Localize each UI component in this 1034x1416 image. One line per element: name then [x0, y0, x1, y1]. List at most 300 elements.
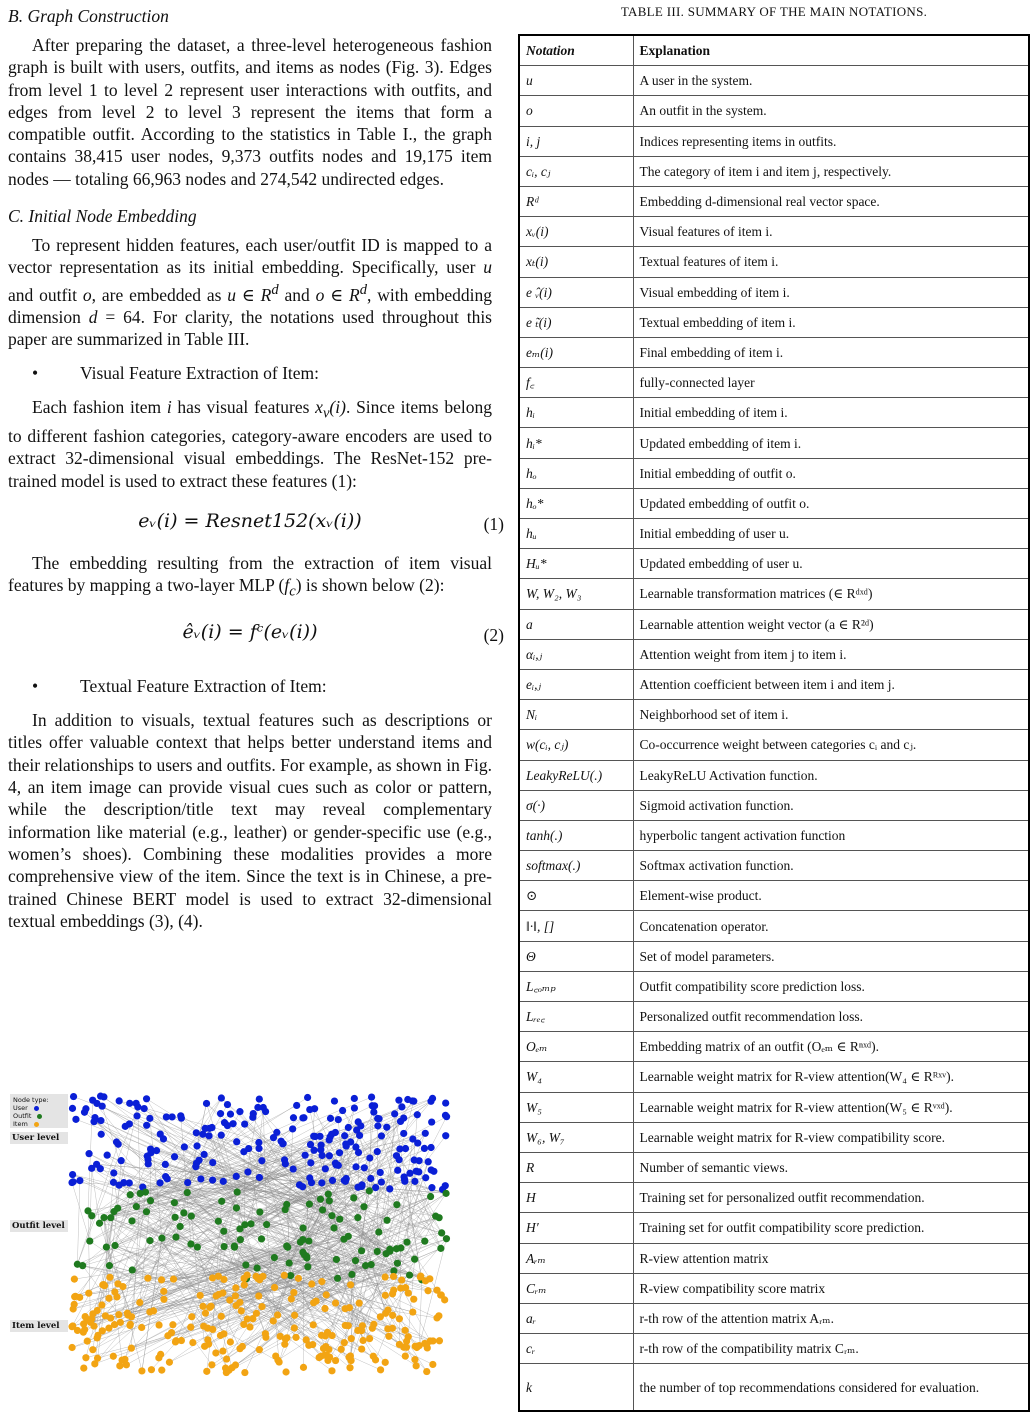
graph-node-user — [209, 1176, 216, 1183]
graph-node-item — [138, 1324, 145, 1331]
graph-node-item — [433, 1314, 440, 1321]
notation-cell: Cᵣₘ — [519, 1273, 633, 1303]
graph-node-item — [138, 1367, 145, 1374]
graph-node-user — [224, 1101, 231, 1108]
legend-item-user: User — [13, 1104, 65, 1112]
table-row — [519, 851, 1029, 881]
graph-node-user — [126, 1179, 133, 1186]
graph-node-item — [220, 1276, 227, 1283]
graph-node-user — [427, 1144, 434, 1151]
graph-node-user — [411, 1156, 418, 1163]
notation-cell: σ(·) — [519, 790, 633, 820]
table-row — [519, 1303, 1029, 1333]
graph-node-item — [385, 1333, 392, 1340]
graph-node-outfit — [129, 1266, 136, 1273]
graph-node-item — [69, 1344, 76, 1351]
graph-node-item — [310, 1299, 317, 1306]
notation-cell: Hᵤ* — [519, 549, 633, 579]
table-row — [519, 186, 1029, 216]
graph-node-user — [218, 1094, 225, 1101]
graph-node-outfit — [96, 1220, 103, 1227]
graph-node-user — [115, 1182, 122, 1189]
graph-node-user — [76, 1177, 83, 1184]
graph-node-outfit — [427, 1193, 434, 1200]
graph-node-item — [246, 1323, 253, 1330]
graph-node-item — [244, 1315, 251, 1322]
graph-node-item — [281, 1341, 288, 1348]
graph-node-outfit — [354, 1214, 361, 1221]
explanation-cell: Embedding matrix of an outfit (Oₑₘ ∈ Rⁿˣᵈ). — [633, 1032, 1029, 1062]
notation-cell: hₒ — [519, 458, 633, 488]
graph-node-outfit — [393, 1201, 400, 1208]
graph-node-item — [366, 1335, 373, 1342]
graph-node-user — [302, 1152, 309, 1159]
graph-node-user — [386, 1185, 393, 1192]
figure-legend — [10, 1094, 68, 1128]
graph-node-item — [222, 1365, 229, 1372]
graph-node-outfit — [187, 1240, 194, 1247]
graph-node-item — [359, 1322, 366, 1329]
graph-node-user — [277, 1138, 284, 1145]
graph-node-user — [156, 1179, 163, 1186]
explanation-cell: Updated embedding of item i. — [633, 428, 1029, 458]
graph-node-user — [85, 1150, 92, 1157]
graph-node-user — [299, 1183, 306, 1190]
graph-node-user — [178, 1115, 185, 1122]
graph-node-item — [232, 1361, 239, 1368]
table-row — [519, 126, 1029, 156]
table-row — [519, 941, 1029, 971]
graph-node-outfit — [326, 1197, 333, 1204]
graph-node-user — [342, 1140, 349, 1147]
graph-node-user — [256, 1095, 263, 1102]
graph-node-user — [258, 1157, 265, 1164]
graph-node-user — [442, 1132, 449, 1139]
graph-node-item — [436, 1337, 443, 1344]
graph-node-outfit — [443, 1235, 450, 1242]
graph-node-item — [168, 1329, 175, 1336]
graph-node-user — [141, 1105, 148, 1112]
graph-node-outfit — [366, 1187, 373, 1194]
graph-node-user — [217, 1110, 224, 1117]
explanation-cell: Personalized outfit recommendation loss. — [633, 1002, 1029, 1032]
graph-node-user — [326, 1152, 333, 1159]
graph-node-user — [422, 1174, 429, 1181]
explanation-cell: Outfit compatibility score prediction loss. — [633, 971, 1029, 1001]
graph-node-item — [424, 1287, 431, 1294]
graph-node-item — [82, 1354, 89, 1361]
graph-node-user — [367, 1175, 374, 1182]
graph-node-outfit — [334, 1275, 341, 1282]
graph-node-user — [146, 1115, 153, 1122]
graph-node-user — [355, 1149, 362, 1156]
graph-node-outfit — [258, 1235, 265, 1242]
paragraph-textual-feature: In addition to visuals, textual features such as descriptions or titles offer valuable context that helps better understand items and their relationships to users and outfits. For example, as shown in Fig. 4, an item image can provide visual cues such as color or pattern, while the description/title text may reveal complementary information like material (e.g., leather) or gender-specific use (e.g., women’s shoes). Combining these modalities provides a more comprehensive view of the item. Since the text is in Chinese, a pre-trained Chinese BERT model is used to extract 32-dimensional textual embeddings (3), (4). — [8, 710, 492, 931]
graph-node-item — [157, 1351, 164, 1358]
graph-node-item — [413, 1362, 420, 1369]
table-row — [519, 579, 1029, 609]
notation-cell: eᵢ,ⱼ — [519, 669, 633, 699]
graph-node-item — [300, 1364, 307, 1371]
graph-node-item — [89, 1310, 96, 1317]
graph-node-outfit — [127, 1191, 134, 1198]
graph-node-item — [384, 1325, 391, 1332]
graph-node-item — [377, 1313, 384, 1320]
notation-cell: hᵢ — [519, 398, 633, 428]
graph-node-outfit — [110, 1208, 117, 1215]
explanation-cell: r-th row of the attention matrix Aᵣₘ. — [633, 1303, 1029, 1333]
notation-cell: e ̂ᵥ(i) — [519, 277, 633, 307]
graph-node-user — [249, 1114, 256, 1121]
graph-node-user — [428, 1166, 435, 1173]
graph-node-outfit — [177, 1223, 184, 1230]
graph-node-outfit — [436, 1214, 443, 1221]
explanation-cell: Concatenation operator. — [633, 911, 1029, 941]
graph-node-outfit — [180, 1209, 187, 1216]
graph-node-user — [164, 1175, 171, 1182]
graph-node-item — [219, 1347, 226, 1354]
table-row — [519, 368, 1029, 398]
graph-node-item — [290, 1289, 297, 1296]
graph-node-user — [427, 1098, 434, 1105]
graph-node-item — [106, 1274, 113, 1281]
graph-node-outfit — [231, 1242, 238, 1249]
table-row — [519, 1243, 1029, 1273]
explanation-cell: Updated embedding of outfit o. — [633, 488, 1029, 518]
graph-node-item — [105, 1325, 112, 1332]
graph-node-item — [429, 1337, 436, 1344]
graph-node-outfit — [352, 1257, 359, 1264]
graph-node-item — [187, 1324, 194, 1331]
graph-node-item — [405, 1333, 412, 1340]
graph-node-item — [318, 1332, 325, 1339]
explanation-cell: fully-connected layer — [633, 368, 1029, 398]
notation-cell: hₒ* — [519, 488, 633, 518]
graph-node-outfit — [348, 1271, 355, 1278]
graph-node-item — [328, 1367, 335, 1374]
graph-node-outfit — [143, 1208, 150, 1215]
explanation-cell: R-view compatibility score matrix — [633, 1273, 1029, 1303]
graph-node-outfit — [215, 1218, 222, 1225]
graph-node-item — [209, 1274, 216, 1281]
graph-node-user — [394, 1167, 401, 1174]
graph-node-outfit — [133, 1203, 140, 1210]
notation-cell: ‖·‖, [] — [519, 911, 633, 941]
graph-node-outfit — [350, 1194, 357, 1201]
table-row — [519, 881, 1029, 911]
bullet-dot-icon: • — [32, 363, 39, 384]
graph-node-user — [144, 1153, 151, 1160]
graph-node-item — [220, 1330, 227, 1337]
graph-node-item — [426, 1275, 433, 1282]
graph-node-item — [411, 1356, 418, 1363]
graph-node-item — [359, 1337, 366, 1344]
graph-node-user — [322, 1165, 329, 1172]
graph-node-user — [311, 1105, 318, 1112]
graph-node-outfit — [256, 1208, 263, 1215]
graph-node-user — [203, 1100, 210, 1107]
graph-node-item — [124, 1312, 131, 1319]
graph-node-outfit — [403, 1239, 410, 1246]
graph-figure — [8, 1090, 452, 1380]
graph-node-outfit — [271, 1254, 278, 1261]
graph-node-outfit — [103, 1243, 110, 1250]
explanation-cell: The category of item i and item j, respectively. — [633, 156, 1029, 186]
graph-node-outfit — [158, 1235, 165, 1242]
explanation-cell: Number of semantic views. — [633, 1152, 1029, 1182]
graph-node-item — [206, 1304, 213, 1311]
table-row — [519, 820, 1029, 850]
graph-node-outfit — [304, 1263, 311, 1270]
notation-cell: ⊙ — [519, 881, 633, 911]
notation-cell: Oₑₘ — [519, 1032, 633, 1062]
graph-node-outfit — [299, 1224, 306, 1231]
explanation-cell: the number of top recommendations considered for evaluation. — [633, 1364, 1029, 1412]
graph-node-user — [421, 1145, 428, 1152]
graph-node-user — [306, 1174, 313, 1181]
graph-node-user — [273, 1129, 280, 1136]
graph-node-user — [318, 1152, 325, 1159]
graph-node-item — [338, 1346, 345, 1353]
table-row — [519, 1213, 1029, 1243]
graph-node-user — [254, 1104, 261, 1111]
graph-node-item — [80, 1320, 87, 1327]
graph-node-user — [209, 1159, 216, 1166]
graph-node-item — [325, 1346, 332, 1353]
graph-node-outfit — [325, 1190, 332, 1197]
graph-node-item — [384, 1306, 391, 1313]
graph-node-item — [390, 1286, 397, 1293]
graph-node-user — [110, 1169, 117, 1176]
notation-cell: softmax(.) — [519, 851, 633, 881]
graph-node-user — [118, 1157, 125, 1164]
graph-node-item — [413, 1344, 420, 1351]
explanation-cell: Initial embedding of user u. — [633, 519, 1029, 549]
table-row — [519, 217, 1029, 247]
graph-node-user — [442, 1099, 449, 1106]
graph-node-item — [256, 1276, 263, 1283]
graph-node-item — [223, 1355, 230, 1362]
graph-node-item — [270, 1317, 277, 1324]
graph-node-user — [336, 1149, 343, 1156]
notation-table — [518, 34, 1030, 1412]
graph-node-item — [321, 1305, 328, 1312]
graph-node-user — [256, 1174, 263, 1181]
graph-node-item — [238, 1307, 245, 1314]
explanation-cell: Neighborhood set of item i. — [633, 700, 1029, 730]
table-title: TABLE III. SUMMARY OF THE MAIN NOTATIONS. — [620, 4, 928, 19]
graph-node-user — [290, 1114, 297, 1121]
notation-cell: Aᵣₘ — [519, 1243, 633, 1273]
graph-node-outfit — [147, 1197, 154, 1204]
graph-node-item — [332, 1299, 339, 1306]
graph-node-outfit — [194, 1243, 201, 1250]
notation-cell: W, W₂, W₃ — [519, 579, 633, 609]
notation-cell: hᵤ — [519, 519, 633, 549]
graph-node-item — [291, 1312, 298, 1319]
graph-node-user — [368, 1093, 375, 1100]
graph-node-user — [126, 1100, 133, 1107]
explanation-cell: Textual features of item i. — [633, 247, 1029, 277]
graph-node-user — [307, 1159, 314, 1166]
table-row — [519, 519, 1029, 549]
notation-cell: tanh(.) — [519, 820, 633, 850]
graph-node-outfit — [319, 1206, 326, 1213]
graph-node-item — [105, 1295, 112, 1302]
notation-cell: i, j — [519, 126, 633, 156]
graph-node-outfit — [254, 1264, 261, 1271]
graph-node-outfit — [393, 1245, 400, 1252]
graph-node-user — [282, 1160, 289, 1167]
graph-node-item — [429, 1361, 436, 1368]
graph-node-item — [199, 1303, 206, 1310]
explanation-cell: Sigmoid activation function. — [633, 790, 1029, 820]
graph-node-item — [396, 1341, 403, 1348]
graph-node-item — [71, 1276, 78, 1283]
graph-node-item — [232, 1284, 239, 1291]
graph-node-outfit — [247, 1220, 254, 1227]
graph-node-outfit — [360, 1203, 367, 1210]
graph-node-user — [345, 1124, 352, 1131]
notation-cell: LeakyReLU(.) — [519, 760, 633, 790]
graph-node-user — [70, 1178, 77, 1185]
graph-node-item — [94, 1355, 101, 1362]
graph-node-item — [236, 1299, 243, 1306]
explanation-cell: Learnable weight matrix for R-view compatibility score. — [633, 1122, 1029, 1152]
bullet-visual-feature: • Visual Feature Extraction of Item: — [32, 363, 320, 384]
graph-node-user — [236, 1108, 243, 1115]
graph-node-outfit — [220, 1228, 227, 1235]
graph-node-user — [366, 1154, 373, 1161]
graph-node-item — [262, 1330, 269, 1337]
table-row — [519, 247, 1029, 277]
notation-cell: W₄ — [519, 1062, 633, 1092]
graph-node-outfit — [306, 1201, 313, 1208]
graph-node-user — [245, 1145, 252, 1152]
graph-node-user — [331, 1097, 338, 1104]
explanation-cell: A user in the system. — [633, 66, 1029, 96]
table-row — [519, 1152, 1029, 1182]
graph-node-outfit — [421, 1238, 428, 1245]
graph-node-user — [352, 1163, 359, 1170]
notation-cell: eₘ(i) — [519, 337, 633, 367]
graph-node-item — [271, 1284, 278, 1291]
equation-2-number: (2) — [483, 625, 504, 646]
table-row — [519, 277, 1029, 307]
graph-node-item — [212, 1349, 219, 1356]
graph-node-item — [212, 1292, 219, 1299]
graph-node-item — [274, 1357, 281, 1364]
graph-node-outfit — [301, 1251, 308, 1258]
graph-node-item — [295, 1275, 302, 1282]
graph-node-user — [300, 1114, 307, 1121]
table-row — [519, 911, 1029, 941]
notation-cell: f꜀ — [519, 368, 633, 398]
graph-node-outfit — [171, 1199, 178, 1206]
graph-node-item — [201, 1343, 208, 1350]
graph-node-outfit — [282, 1206, 289, 1213]
graph-node-item — [241, 1281, 248, 1288]
table-row — [519, 1334, 1029, 1364]
graph-node-outfit — [437, 1245, 444, 1252]
graph-node-user — [69, 1105, 76, 1112]
table-row — [519, 730, 1029, 760]
graph-node-user — [133, 1112, 140, 1119]
graph-node-outfit — [336, 1216, 343, 1223]
graph-node-user — [97, 1117, 104, 1124]
notation-cell: cᵢ, cⱼ — [519, 156, 633, 186]
graph-node-outfit — [184, 1189, 191, 1196]
graph-node-item — [255, 1292, 262, 1299]
graph-node-outfit — [283, 1242, 290, 1249]
notation-cell: L꜀ₒₘₚ — [519, 971, 633, 1001]
table-row — [519, 307, 1029, 337]
graph-network — [8, 1090, 452, 1380]
graph-node-user — [342, 1178, 349, 1185]
graph-node-user — [414, 1111, 421, 1118]
table-row — [519, 639, 1029, 669]
graph-node-outfit — [171, 1214, 178, 1221]
notation-cell: Lᵣₑ꜀ — [519, 1002, 633, 1032]
graph-node-outfit — [100, 1214, 107, 1221]
graph-node-item — [377, 1366, 384, 1373]
graph-node-user — [184, 1179, 191, 1186]
notation-cell: cᵣ — [519, 1334, 633, 1364]
level-label-item: Item level — [10, 1320, 68, 1332]
graph-node-item — [277, 1333, 284, 1340]
graph-node-user — [205, 1132, 212, 1139]
graph-node-item — [341, 1339, 348, 1346]
graph-node-item — [188, 1313, 195, 1320]
table-row — [519, 1062, 1029, 1092]
graph-node-user — [104, 1152, 111, 1159]
graph-node-item — [100, 1281, 107, 1288]
table-row — [519, 488, 1029, 518]
left-column — [8, 4, 504, 932]
notation-cell: H — [519, 1183, 633, 1213]
graph-node-item — [382, 1359, 389, 1366]
equation-1-number: (1) — [483, 514, 504, 535]
graph-node-outfit — [406, 1271, 413, 1278]
graph-node-item — [202, 1310, 209, 1317]
graph-node-user — [374, 1115, 381, 1122]
equation-2-expression: êᵥ(i) = fᶜ(eᵥ(i)) — [182, 621, 318, 644]
graph-node-user — [329, 1177, 336, 1184]
graph-node-outfit — [234, 1188, 241, 1195]
graph-node-item — [348, 1357, 355, 1364]
legend-item-outfit: Outfit — [13, 1112, 65, 1120]
graph-node-user — [411, 1178, 418, 1185]
graph-node-item — [119, 1283, 126, 1290]
explanation-cell: Training set for personalized outfit recommendation. — [633, 1183, 1029, 1213]
explanation-cell: r-th row of the compatibility matrix Cᵣₘ. — [633, 1334, 1029, 1364]
graph-node-outfit — [328, 1212, 335, 1219]
graph-node-outfit — [305, 1237, 312, 1244]
table-header-notation: Notation — [519, 35, 633, 66]
graph-node-item — [258, 1303, 265, 1310]
graph-node-user — [304, 1094, 311, 1101]
graph-node-item — [281, 1272, 288, 1279]
graph-node-outfit — [146, 1237, 153, 1244]
graph-node-item — [382, 1273, 389, 1280]
table-row — [519, 700, 1029, 730]
graph-node-item — [166, 1359, 173, 1366]
graph-node-user — [406, 1170, 413, 1177]
graph-node-user — [400, 1130, 407, 1137]
graph-node-item — [423, 1368, 430, 1375]
graph-node-user — [318, 1179, 325, 1186]
graph-node-item — [169, 1321, 176, 1328]
